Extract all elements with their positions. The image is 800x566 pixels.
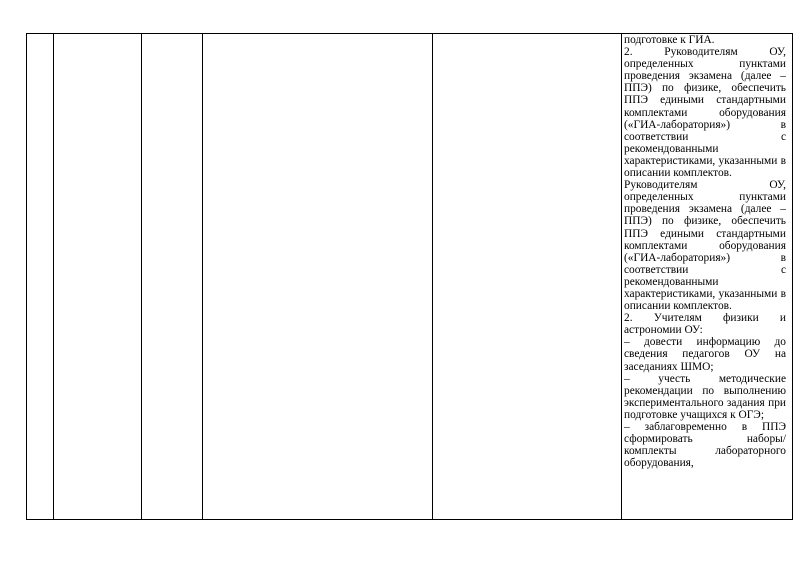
table-cell-text-column (622, 34, 793, 520)
table-cell-col-5 (433, 34, 622, 520)
table-cell-col-1 (27, 34, 54, 520)
paragraph-consider-recommendations: – учесть методические рекомендации по выполнению экспериментального задания при подготовке учащихся к ОГЭ; (624, 372, 786, 421)
document-table (26, 33, 793, 520)
paragraph-teachers-heading: 2. Учителям физики и астрономии ОУ: (624, 312, 786, 337)
table-cell-col-2 (54, 34, 142, 520)
table-cell-col-4 (203, 34, 433, 520)
table-row (27, 34, 793, 520)
paragraph-directors-instruction-repeat: Руководителям ОУ, определенных пунктами проведения экзамена (далее – ППЭ) по физике, обеспечить ППЭ едиными стандартными комплектами оборудования («ГИА-лаборатория») в соответствии с рекомендованными характеристиками, указанными в описании комплектов. (624, 179, 786, 313)
paragraph-directors-instruction: 2. Руководителям ОУ, определенных пунктами проведения экзамена (далее – ППЭ) по физике, обеспечить ППЭ едиными стандартными комплектами оборудования («ГИА-лаборатория») в соответствии с рекомендованными характеристиками, указанными в описании комплектов. (624, 46, 786, 180)
paragraph-inform-teachers: – довести информацию до сведения педагогов ОУ на заседаниях ШМО; (624, 336, 786, 373)
paragraph-prep-continuation: подготовке к ГИА. (624, 34, 715, 46)
table-cell-col-3 (142, 34, 203, 520)
paragraph-form-equipment-sets: – заблаговременно в ППЭ сформировать наборы/комплекты лабораторного оборудования, (624, 421, 786, 470)
